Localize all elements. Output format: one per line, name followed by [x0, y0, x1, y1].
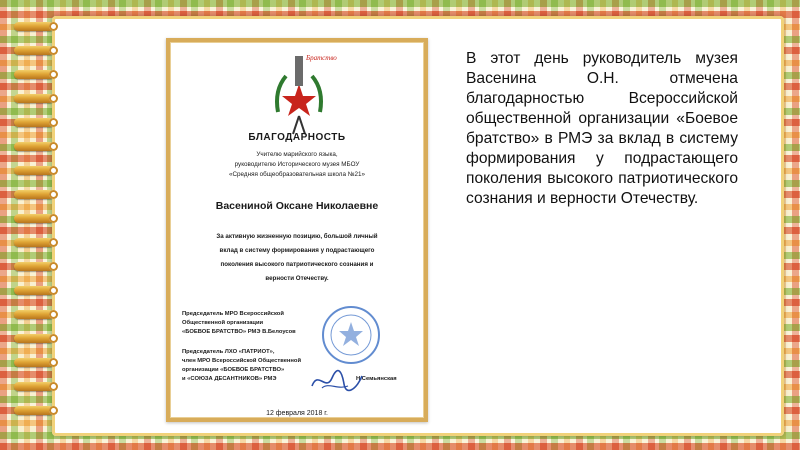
ring-icon: [14, 46, 54, 55]
ring-icon: [14, 238, 54, 247]
slide-body-text: В этот день руководитель музея Васенина О.Н. отмечена благодарностью Всероссийской общественной организации «Боевое братство» в РМЭ за вклад в систему формирования у подрастающего поколения высокого патриотического сознания и верности Отечеству.: [466, 50, 738, 207]
certificate-title: БЛАГОДАРНОСТЬ: [248, 132, 346, 143]
ring-icon: [14, 94, 54, 103]
ring-icon: [14, 262, 54, 271]
signer2-line: и «СОЮЗА ДЕСАНТНИКОВ» РМЭ: [182, 376, 277, 382]
ring-icon: [14, 70, 54, 79]
certificate-date: 12 февраля 2018 г.: [266, 410, 328, 417]
ring-icon: [14, 334, 54, 343]
certificate-body-line: вклад в систему формирования у подрастающего: [219, 247, 375, 254]
signer1-line: «БОЕВОЕ БРАТСТВО» РМЭ В.Белоусов: [182, 329, 296, 335]
ring-icon: [14, 382, 54, 391]
handwritten-signature-icon: [308, 368, 366, 394]
certificate-subtitle-line: руководителю Исторического музея МБОУ: [234, 161, 360, 168]
ring-icon: [14, 358, 54, 367]
emblem-icon: [268, 50, 337, 142]
ring-icon: [14, 22, 54, 31]
signer1-line: Председатель МРО Всероссийской: [182, 311, 284, 317]
ring-icon: [14, 310, 54, 319]
certificate-subtitle-line: Учителю марийского языка,: [256, 151, 338, 158]
ring-icon: [14, 118, 54, 127]
signer2-line: Председатель ЛХО «ПАТРИОТ»,: [182, 349, 275, 355]
seal-stamp-icon: [320, 304, 382, 366]
ring-icon: [14, 142, 54, 151]
emblem-caption: Братство: [306, 54, 337, 62]
certificate-body-line: верности Отечеству.: [265, 275, 329, 282]
certificate-subtitle-line: «Средняя общеобразовательная школа №21»: [229, 171, 365, 178]
certificate-body-line: За активную жизненную позицию, большой личный: [216, 233, 378, 240]
signer2-line: организации «БОЕВОЕ БРАТСТВО»: [182, 367, 285, 373]
ring-icon: [14, 190, 54, 199]
ring-icon: [14, 166, 54, 175]
certificate-recipient: Васениной Оксане Николаевне: [215, 200, 379, 212]
signer2-line: член МРО Всероссийской Общественной: [182, 358, 302, 364]
signer2-name: Н.Семьянская: [356, 376, 397, 382]
signer1-line: Общественной организации: [182, 320, 264, 326]
ring-icon: [14, 286, 54, 295]
certificate-body-line: поколения высокого патриотического сознания и: [220, 261, 374, 268]
ring-icon: [14, 406, 54, 415]
ring-icon: [14, 214, 54, 223]
certificate-image: [166, 38, 428, 422]
